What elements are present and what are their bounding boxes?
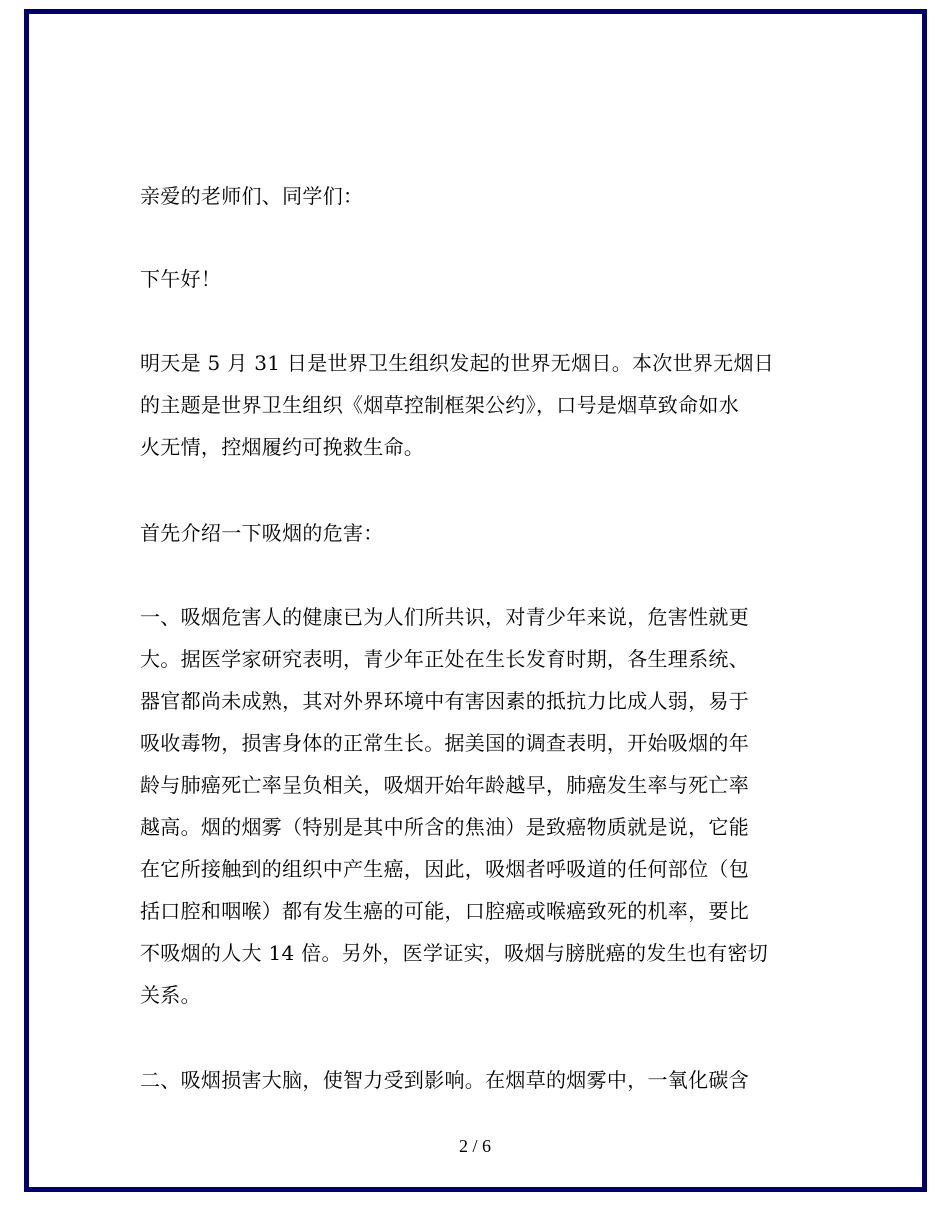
paragraph-2-line: 吸收毒物，损害身体的正常生长。据美国的调查表明，开始吸烟的年 [140,731,749,755]
paragraph-1-line: 明天是 5 月 31 日是世界卫生组织发起的世界无烟日。本次世界无烟日 [140,351,775,375]
page-number: 2 / 6 [458,1136,491,1156]
paragraph-1-line: 火无情，控烟履约可挽救生命。 [140,435,425,459]
paragraph-2-line: 在它所接触到的组织中产生癌，因此，吸烟者呼吸道的任何部位（包 [140,857,749,881]
paragraph-2-line: 器官都尚未成熟，其对外界环境中有害因素的抵抗力比成人弱，易于 [140,689,749,713]
paragraph-2-line: 越高。烟的烟雾（特别是其中所含的焦油）是致癌物质就是说，它能 [140,815,749,839]
paragraph-2-line: 龄与肺癌死亡率呈负相关，吸烟开始年龄越早，肺癌发生率与死亡率 [140,773,749,797]
paragraph-2-line: 一、吸烟危害人的健康已为人们所共识，对青少年来说，危害性就更 [140,605,749,629]
paragraph-1-line: 的主题是世界卫生组织《烟草控制框架公约》，口号是烟草致命如水 [140,393,739,417]
paragraph-3-line: 二、吸烟损害大脑，使智力受到影响。在烟草的烟雾中，一氧化碳含 [140,1068,749,1092]
greeting-line: 亲爱的老师们、同学们： [140,184,364,208]
paragraph-2-line: 关系。 [140,983,201,1007]
intro-line: 首先介绍一下吸烟的危害： [140,521,384,545]
paragraph-2-line: 括口腔和咽喉）都有发生癌的可能，口腔癌或喉癌致死的机率，要比 [140,899,749,923]
salutation-line: 下午好！ [140,267,222,291]
paragraph-2-line: 大。据医学家研究表明，青少年正处在生长发育时期，各生理系统、 [140,647,749,671]
paragraph-2-line: 不吸烟的人大 14 倍。另外，医学证实，吸烟与膀胱癌的发生也有密切 [140,941,769,965]
